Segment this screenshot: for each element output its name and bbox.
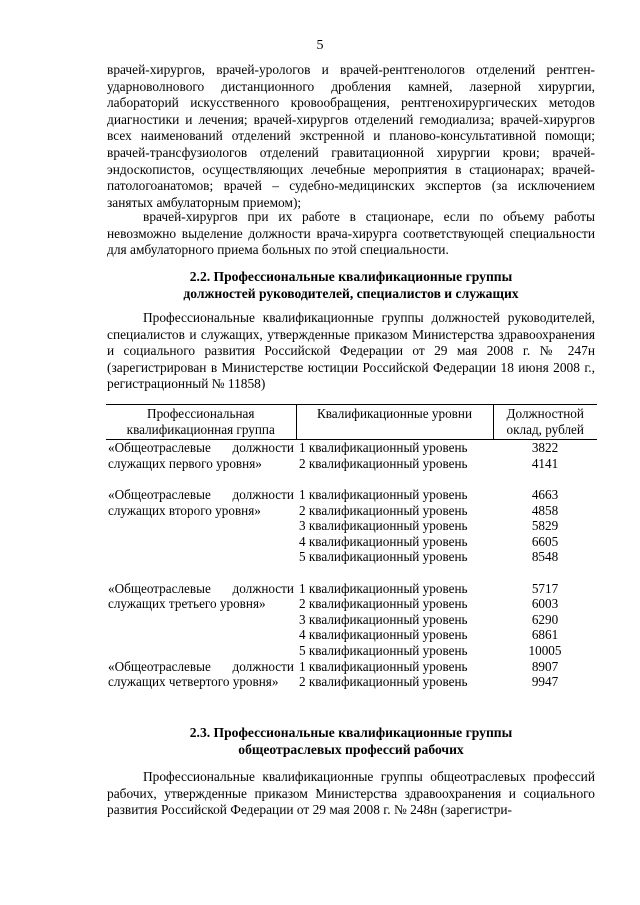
salary-value: 8907 [531, 658, 559, 674]
spacer-cell [493, 565, 597, 581]
salary-table [106, 404, 597, 690]
qualification-group-name: «Общеотраслевые должности служащих четвертого уровня» [108, 658, 294, 690]
salary-value: 8548 [531, 549, 559, 565]
empty-group-cell [106, 643, 296, 659]
qualification-level: 4 квалификационный уровень [299, 533, 468, 549]
table-spacer-row [106, 565, 597, 581]
qualification-level: 2 квалификационный уровень [299, 455, 468, 471]
salary-value: 3822 [531, 440, 559, 456]
table-row [106, 549, 597, 565]
header-qualification-group: Профессиональная квалификационная группа [106, 405, 296, 440]
salary-value: 6605 [531, 533, 559, 549]
table-row [106, 487, 597, 503]
salary-value: 4663 [531, 486, 559, 502]
salary-value: 4858 [531, 502, 559, 518]
page-number: 5 [316, 38, 324, 53]
spacer-cell [296, 471, 493, 487]
empty-group-cell [106, 518, 296, 534]
table-row [106, 612, 597, 628]
salary-value: 6003 [531, 596, 559, 612]
spacer-cell [296, 565, 493, 581]
table-row [106, 518, 597, 534]
qualification-group-name: «Общеотраслевые должности служащих третьего уровня» [108, 580, 294, 612]
section-2-3-title-line1: 2.3. Профессиональные квалификационные группы [189, 725, 513, 740]
table-row [106, 659, 597, 675]
qualification-level: 3 квалификационный уровень [299, 518, 468, 534]
empty-group-cell [106, 627, 296, 643]
section-2-2-heading [107, 268, 595, 302]
qualification-level: 5 квалификационный уровень [299, 642, 468, 658]
salary-value: 6861 [531, 627, 559, 643]
qualification-level: 2 квалификационный уровень [299, 502, 468, 518]
qualification-level: 1 квалификационный уровень [299, 440, 468, 456]
table-body [106, 440, 597, 690]
header-qualification-levels: Квалификационные уровни [296, 405, 493, 440]
salary-value: 5829 [531, 518, 559, 534]
qualification-level: 1 квалификационный уровень [299, 486, 468, 502]
spacer-cell [493, 471, 597, 487]
salary-value: 5717 [531, 580, 559, 596]
section-2-3-heading [107, 724, 595, 758]
table-header-row [106, 405, 597, 440]
salary-value: 10005 [528, 642, 562, 658]
empty-group-cell [106, 534, 296, 550]
intro-paragraph-continued: врачей-хирургов, врачей-урологов и врачей-рентгенологов отделений рентген-ударноволнового дистанционного дробления камней, лазерной хирургии, лабораторий искусственного кровообращения, рентгенохирургических методов диагностики и лечения; врачей-хирургов отделений гемодиализа; врачей-хирургов всех наименований отделений экстренной и планово-консультативной помощи; врачей-трансфузиологов отделений гравитационной хирургии крови; врачей-эндоскопистов, осуществляющих лечебные мероприятия в стационарах; врачей-патологоанатомов; врачей – судебно-медицинских экспертов (за исключением занятых амбулаторным приемом); [107, 62, 595, 210]
qualification-level: 5 квалификационный уровень [299, 549, 468, 565]
qualification-level: 2 квалификационный уровень [299, 596, 468, 612]
qualification-group-name: «Общеотраслевые должности служащих первого уровня» [108, 440, 294, 471]
salary-value: 9947 [531, 674, 559, 690]
table-row [106, 627, 597, 643]
section-2-2-title-line1: 2.2. Профессиональные квалификационные группы [189, 269, 513, 284]
qualification-level: 1 квалификационный уровень [299, 580, 468, 596]
qualification-level: 2 квалификационный уровень [299, 674, 468, 690]
qualification-group-name: «Общеотраслевые должности служащих второго уровня» [108, 486, 294, 518]
salary-value: 4141 [531, 455, 559, 471]
section-2-3-title-line2: общеотраслевых профессий рабочих [238, 742, 464, 757]
qualification-level: 1 квалификационный уровень [299, 658, 468, 674]
table-spacer-row [106, 471, 597, 487]
qualification-level: 4 квалификационный уровень [299, 627, 468, 643]
empty-group-cell [106, 549, 296, 565]
spacer-cell [106, 565, 296, 581]
table-row [106, 440, 597, 456]
section-2-2-title-line2: должностей руководителей, специалистов и служащих [183, 286, 519, 301]
table-row [106, 581, 597, 597]
table-row [106, 643, 597, 659]
table-row [106, 534, 597, 550]
salary-value: 6290 [531, 611, 559, 627]
spacer-cell [106, 471, 296, 487]
header-salary: Должностной оклад, рублей [493, 405, 597, 440]
qualification-level: 3 квалификационный уровень [299, 611, 468, 627]
empty-group-cell [106, 612, 296, 628]
intro-paragraph-surgeons: врачей-хирургов при их работе в стационаре, если по объему работы невозможно выделение должности врача-хирурга соответствующей специальности для амбулаторного приема больных по этой специальности. [107, 209, 595, 258]
section-2-2-paragraph: Профессиональные квалификационные группы должностей руководителей, специалистов и служащих, утвержденные приказом Министерства здравоохранения и социального развития Российской Федерации от 29 мая 2008 г. № 247н (зарегистрирован в Министерстве юстиции Российской Федерации 18 июня 2008 г., регистрационный № 11858) [107, 310, 595, 392]
section-2-3-paragraph: Профессиональные квалификационные группы общеотраслевых профессий рабочих, утвержденные приказом Министерства здравоохранения и социального развития Российской Федерации от 29 мая 2008 г. № 248н (зарегистри- [107, 769, 595, 818]
